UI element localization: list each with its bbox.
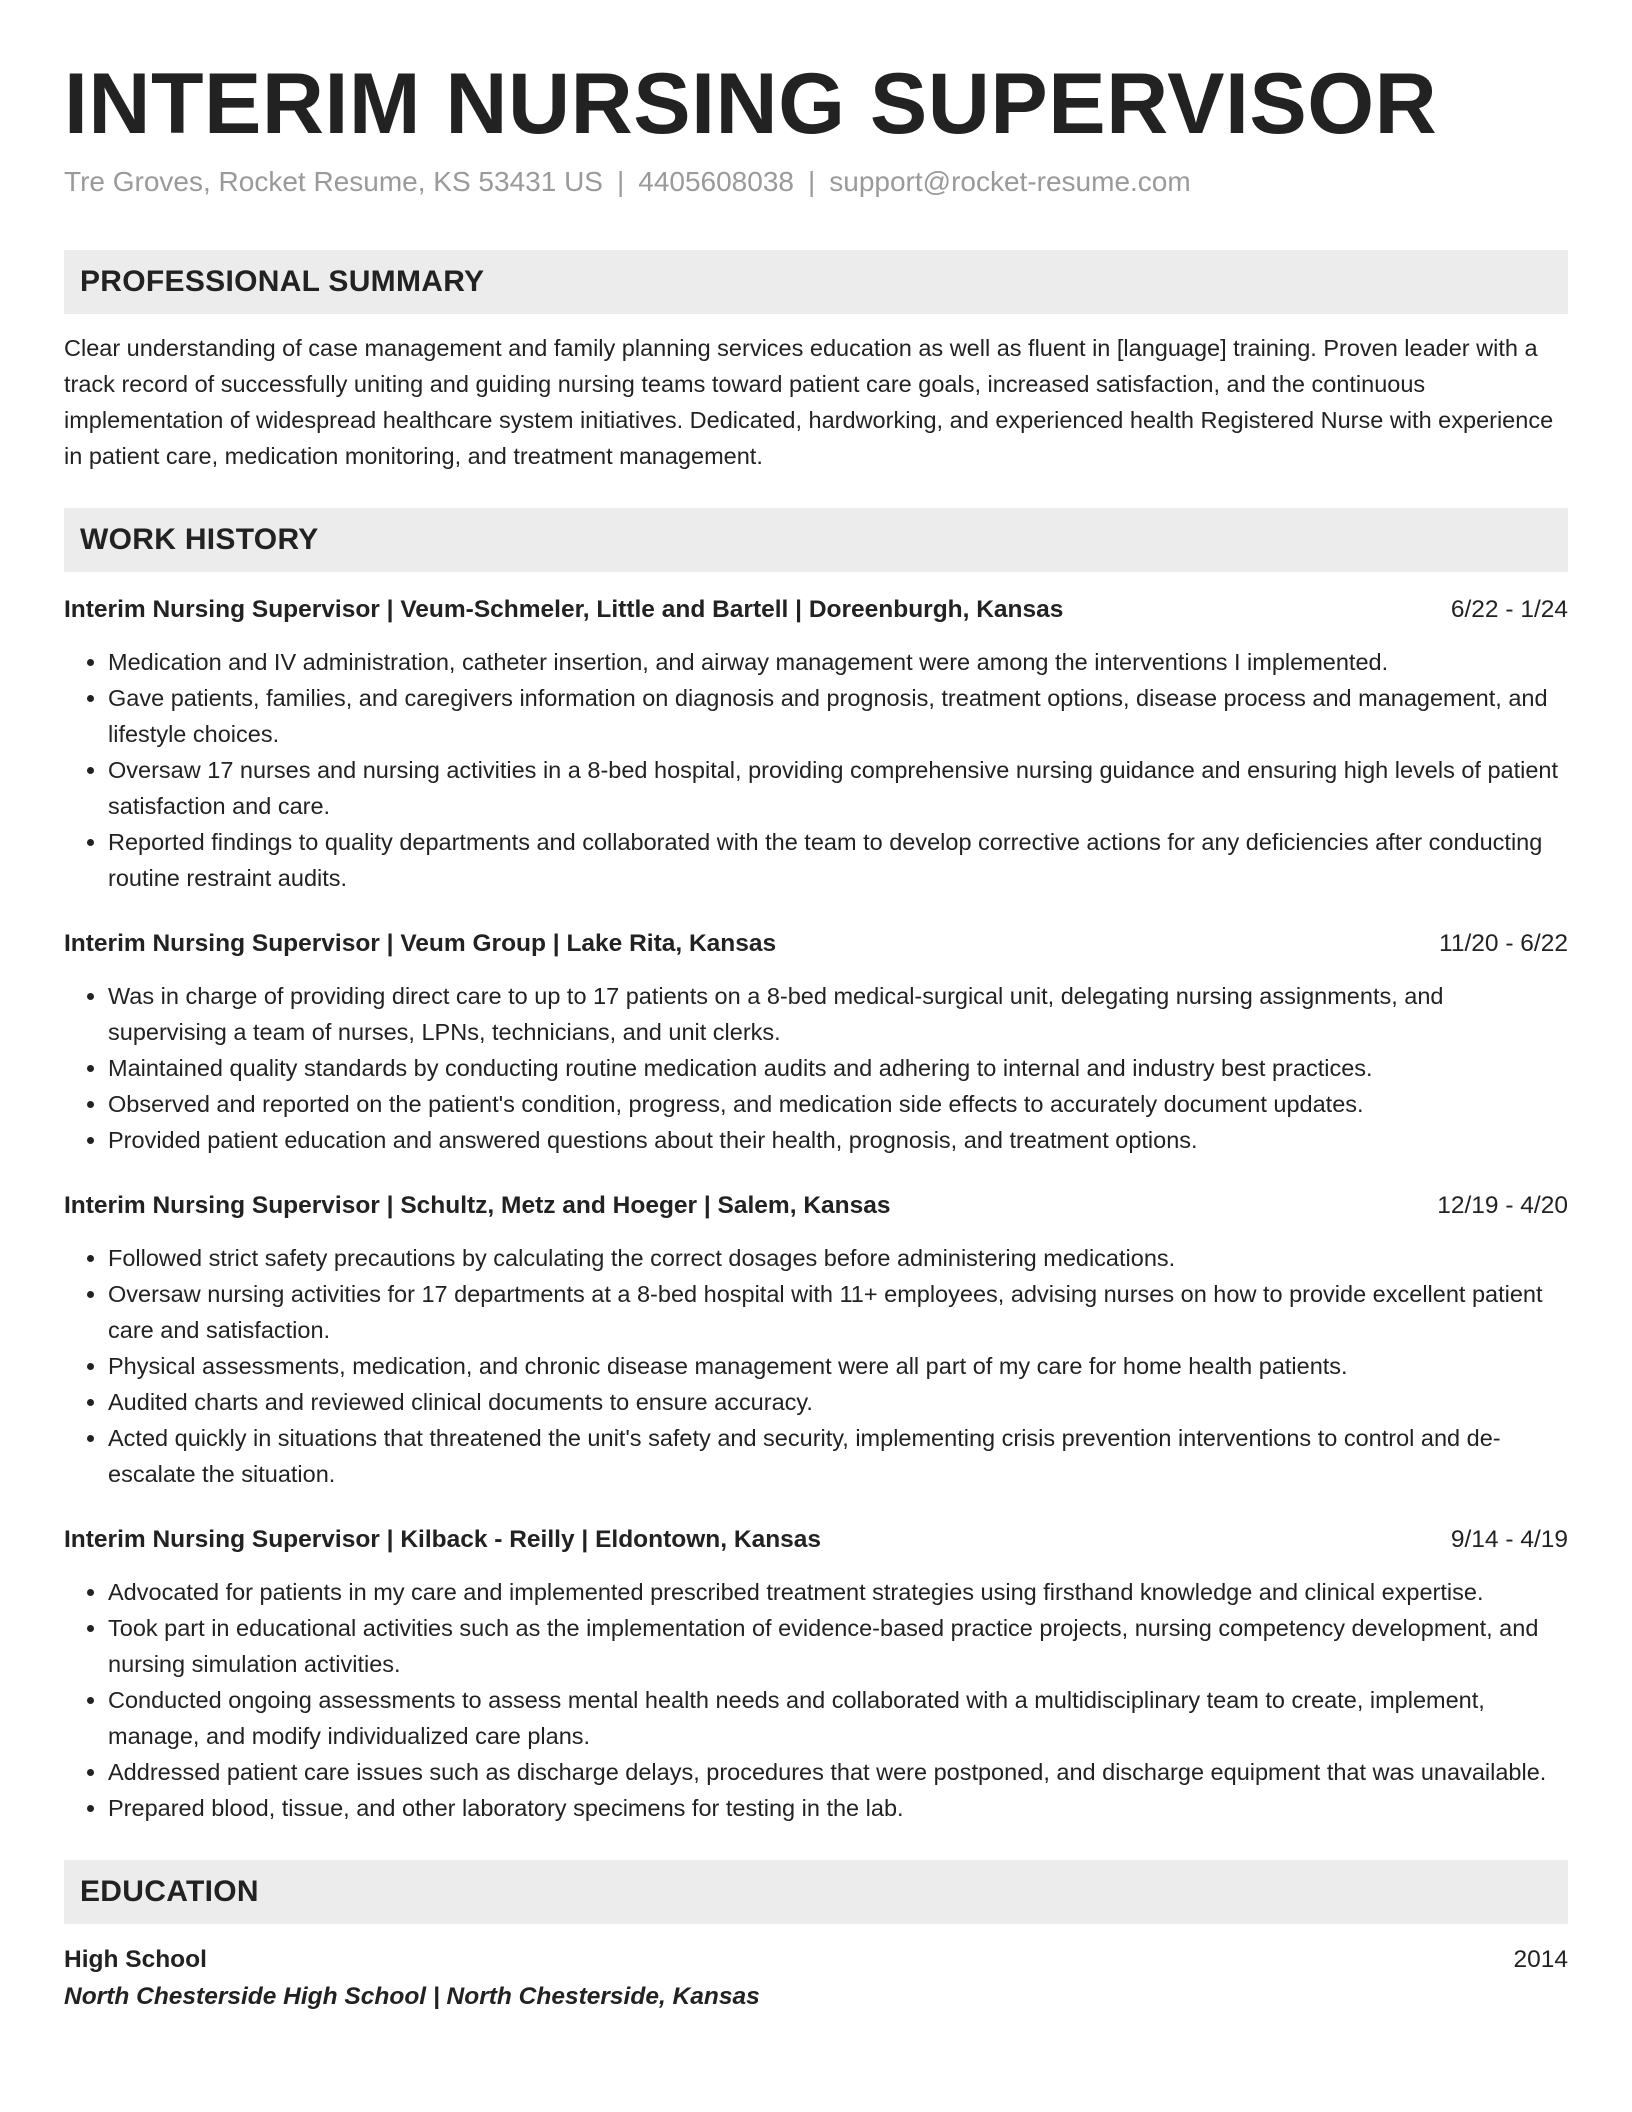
- job-bullet: • Prepared blood, tissue, and other laboratory specimens for testing in the lab.: [108, 1790, 1568, 1826]
- job-bullet: • Maintained quality standards by conducting routine medication audits and adhering to internal and industry best practices.: [108, 1050, 1568, 1086]
- job-bullet: • Oversaw nursing activities for 17 departments at a 8-bed hospital with 11+ employees, advising nurses on how to provide excellent patient care and satisfaction.: [108, 1276, 1568, 1348]
- job-bullet: • Observed and reported on the patient's condition, progress, and medication side effects to accurately document updates.: [108, 1086, 1568, 1122]
- contact-email: support@rocket-resume.com: [829, 166, 1191, 197]
- job-bullet: • Audited charts and reviewed clinical documents to ensure accuracy.: [108, 1384, 1568, 1420]
- job-bullet-list: [64, 1240, 1568, 1492]
- education-header: [64, 1942, 1568, 1978]
- section-header-education: EDUCATION: [64, 1860, 1568, 1924]
- job-title: Interim Nursing Supervisor | Veum-Schmeler, Little and Bartell | Doreenburgh, Kansas: [64, 596, 1064, 623]
- job-bullet: • Medication and IV administration, catheter insertion, and airway management were among the interventions I implemented.: [108, 644, 1568, 680]
- job-dates: 11/20 - 6/22: [1439, 930, 1568, 957]
- job-bullet: • Provided patient education and answered questions about their health, prognosis, and treatment options.: [108, 1122, 1568, 1158]
- job-bullet: • Addressed patient care issues such as discharge delays, procedures that were postponed, and discharge equipment that was unavailable.: [108, 1754, 1568, 1790]
- contact-phone: 4405608038: [638, 166, 794, 197]
- job-bullet: • Oversaw 17 nurses and nursing activities in a 8-bed hospital, providing comprehensive nursing guidance and ensuring high levels of patient satisfaction and care.: [108, 752, 1568, 824]
- job-bullet: • Took part in educational activities such as the implementation of evidence-based practice projects, nursing competency development, and nursing simulation activities.: [108, 1610, 1568, 1682]
- job-bullet: • Acted quickly in situations that threatened the unit's safety and security, implementing crisis prevention interventions to control and de-escalate the situation.: [108, 1420, 1568, 1492]
- job-bullet-list: [64, 978, 1568, 1158]
- job-bullet-list: [64, 1574, 1568, 1826]
- contact-line: [64, 164, 1568, 200]
- job-header: [64, 592, 1568, 628]
- contact-separator: |: [616, 166, 625, 197]
- job-bullet: • Gave patients, families, and caregivers information on diagnosis and prognosis, treatment options, disease process and management, and lifestyle choices.: [108, 680, 1568, 752]
- job-entry: [64, 592, 1568, 896]
- contact-separator: |: [807, 166, 816, 197]
- contact-address: Tre Groves, Rocket Resume, KS 53431 US: [64, 166, 603, 197]
- job-bullet-list: [64, 644, 1568, 896]
- job-entry: [64, 926, 1568, 1158]
- job-entry: [64, 1522, 1568, 1826]
- education-entry: [64, 1942, 1568, 2016]
- education-degree: High School: [64, 1946, 207, 1973]
- job-bullet: • Reported findings to quality departments and collaborated with the team to develop corrective actions for any deficiencies after conducting routine restraint audits.: [108, 824, 1568, 896]
- job-dates: 9/14 - 4/19: [1450, 1526, 1568, 1553]
- job-bullet: • Advocated for patients in my care and implemented prescribed treatment strategies using firsthand knowledge and clinical expertise.: [108, 1574, 1568, 1610]
- section-header-work-history: WORK HISTORY: [64, 508, 1568, 572]
- job-dates: 12/19 - 4/20: [1437, 1192, 1568, 1219]
- job-title: Interim Nursing Supervisor | Schultz, Metz and Hoeger | Salem, Kansas: [64, 1192, 891, 1219]
- job-bullet: • Followed strict safety precautions by calculating the correct dosages before administering medications.: [108, 1240, 1568, 1276]
- resume-name: INTERIM NURSING SUPERVISOR: [64, 56, 1438, 152]
- job-entry: [64, 1188, 1568, 1492]
- job-bullet: • Physical assessments, medication, and chronic disease management were all part of my care for home health patients.: [108, 1348, 1568, 1384]
- section-header-summary: PROFESSIONAL SUMMARY: [64, 250, 1568, 314]
- education-school: North Chesterside High School | North Chesterside, Kansas: [64, 1983, 760, 2010]
- job-header: [64, 1188, 1568, 1224]
- summary-text: Clear understanding of case management and family planning services education as well as fluent in [language] training. Proven leader with a track record of successfully uniting and guiding nursing teams toward patient care goals, increased satisfaction, and the continuous implementation of widespread healthcare system initiatives. Dedicated, hardworking, and experienced health Registered Nurse with experience in patient care, medication monitoring, and treatment management.: [64, 335, 1554, 469]
- job-bullet: • Conducted ongoing assessments to assess mental health needs and collaborated with a multidisciplinary team to create, implement, manage, and modify individualized care plans.: [108, 1682, 1568, 1754]
- job-header: [64, 926, 1568, 962]
- job-bullet: • Was in charge of providing direct care to up to 17 patients on a 8-bed medical-surgical unit, delegating nursing assignments, and supervising a team of nurses, LPNs, technicians, and unit clerks.: [108, 978, 1568, 1050]
- job-title: Interim Nursing Supervisor | Kilback - Reilly | Eldontown, Kansas: [64, 1526, 822, 1553]
- job-header: [64, 1522, 1568, 1558]
- job-title: Interim Nursing Supervisor | Veum Group | Lake Rita, Kansas: [64, 930, 777, 957]
- job-dates: 6/22 - 1/24: [1450, 596, 1568, 623]
- education-year: 2014: [1513, 1946, 1568, 1973]
